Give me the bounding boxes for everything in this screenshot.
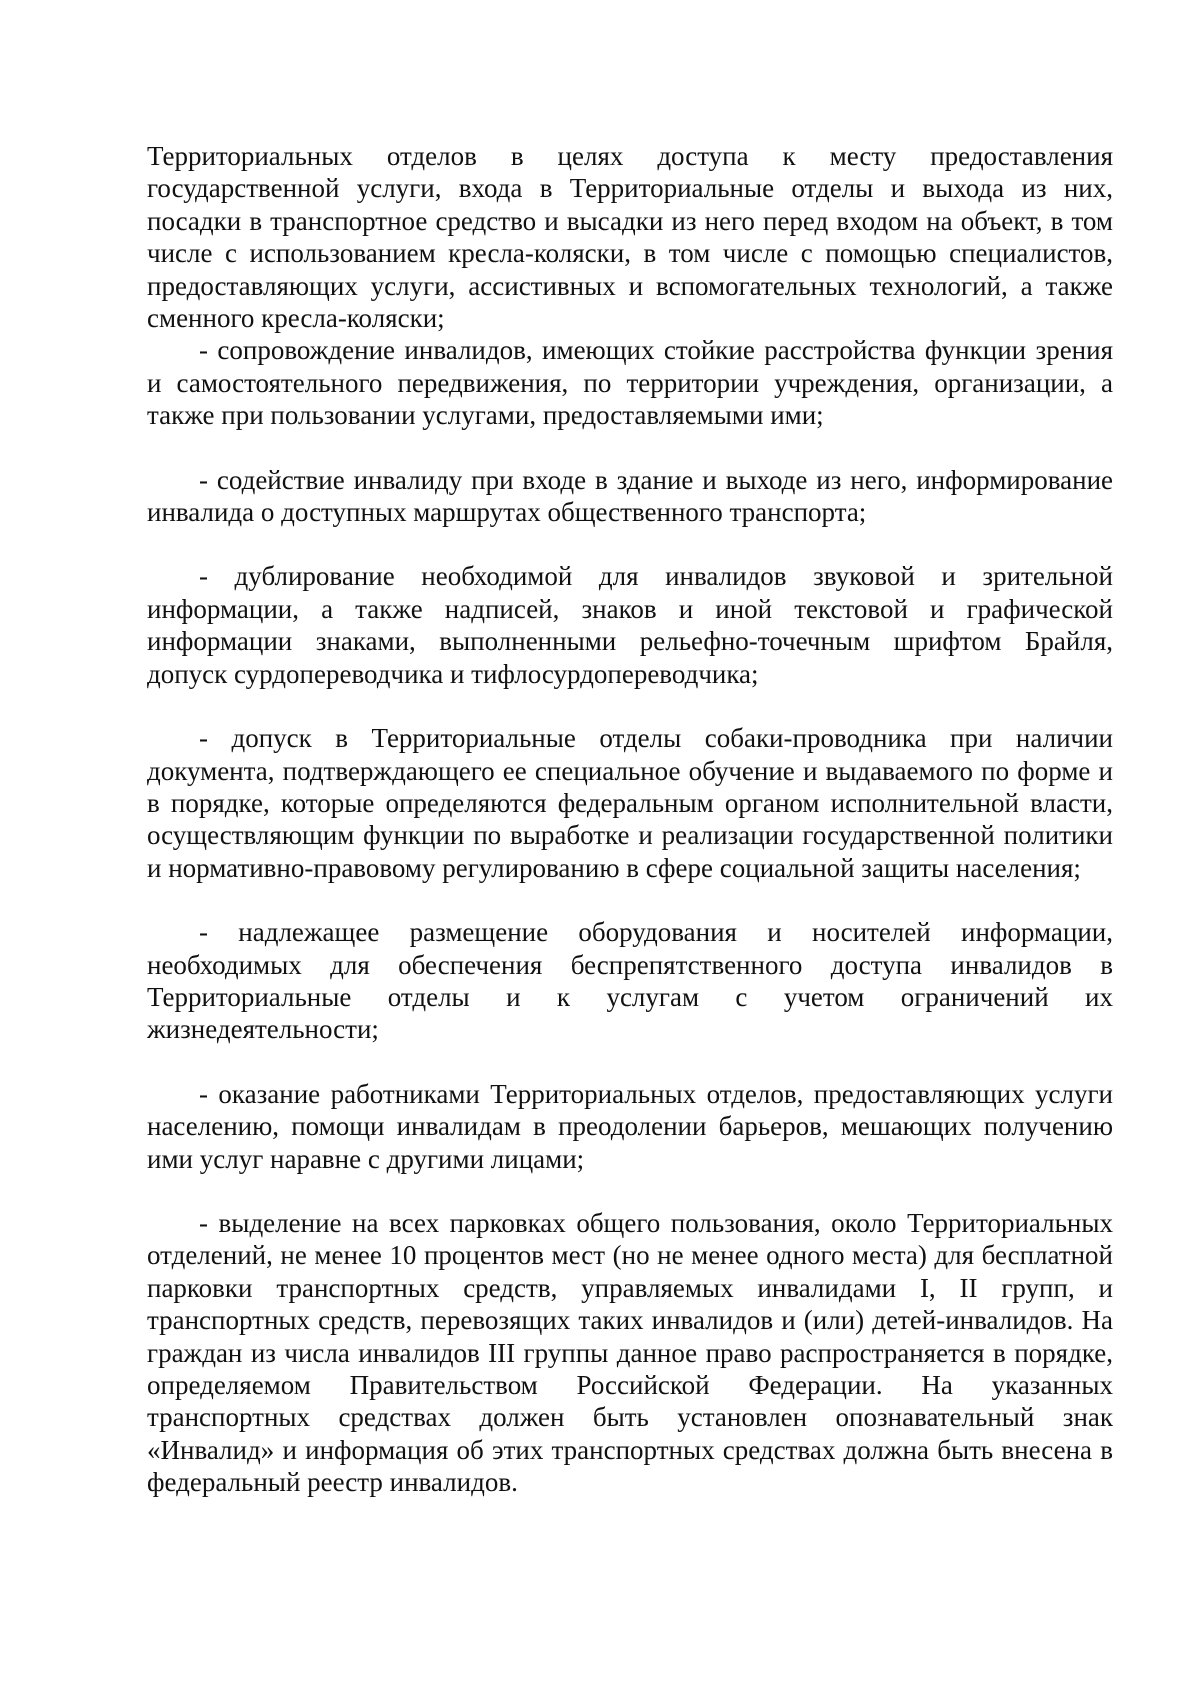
- document-body: [147, 140, 1113, 1499]
- paragraph-information-duplication: - дублирование необходимой для инвалидов звуковой и зрительной информации, а также надписей, знаков и иной текстовой и графической информации знаками, выполненными рельефно-точечным шрифтом Брайля, допуск сурдопереводчика и тифлосурдопереводчика;: [147, 561, 1113, 689]
- paragraph-parking: - выделение на всех парковках общего пользования, около Территориальных отделений, не менее 10 процентов мест (но не менее одного места) для бесплатной парковки транспортных средств, управляемых инвалидами I, II групп, и транспортных средств, перевозящих таких инвалидов и (или) детей-инвалидов. На граждан из числа инвалидов III группы данное право распространяется в порядке, определяемом Правительством Российской Федерации. На указанных транспортных средствах должен быть установлен опознавательный знак «Инвалид» и информация об этих транспортных средствах должна быть внесена в федеральный реестр инвалидов.: [147, 1207, 1113, 1498]
- paragraph-guide-dog: - допуск в Территориальные отделы собаки-проводника при наличии документа, подтверждающего ее специальное обучение и выдаваемого по форме и в порядке, которые определяются федеральным органом исполнительной власти, осуществляющим функции по выработке и реализации государственной политики и нормативно-правовому регулированию в сфере социальной защиты населения;: [147, 723, 1113, 883]
- paragraph-escort: - сопровождение инвалидов, имеющих стойкие расстройства функции зрения и самостоятельного передвижения, по территории учреждения, организации, а также при пользовании услугами, предоставляемыми ими;: [147, 335, 1113, 431]
- paragraph-equipment-placement: - надлежащее размещение оборудования и носителей информации, необходимых для обеспечения беспрепятственного доступа инвалидов в Территориальные отделы и к услугам с учетом ограничений их жизнедеятельности;: [147, 917, 1113, 1045]
- paragraph-staff-assistance: - оказание работниками Территориальных отделов, предоставляющих услуги населению, помощи инвалидам в преодолении барьеров, мешающих получению ими услуг наравне с другими лицами;: [147, 1078, 1113, 1174]
- paragraph-continuation: Территориальных отделов в целях доступа к месту предоставления государственной услуги, входа в Территориальные отделы и выхода из них, посадки в транспортное средство и высадки из него перед входом на объект, в том числе с использованием кресла-коляски, в том числе с помощью специалистов, предоставляющих услуги, ассистивных и вспомогательных технологий, а также сменного кресла-коляски;: [147, 141, 1113, 334]
- paragraph-entry-assistance: - содействие инвалиду при входе в здание и выходе из него, информирование инвалида о доступных маршрутах общественного транспорта;: [147, 464, 1113, 528]
